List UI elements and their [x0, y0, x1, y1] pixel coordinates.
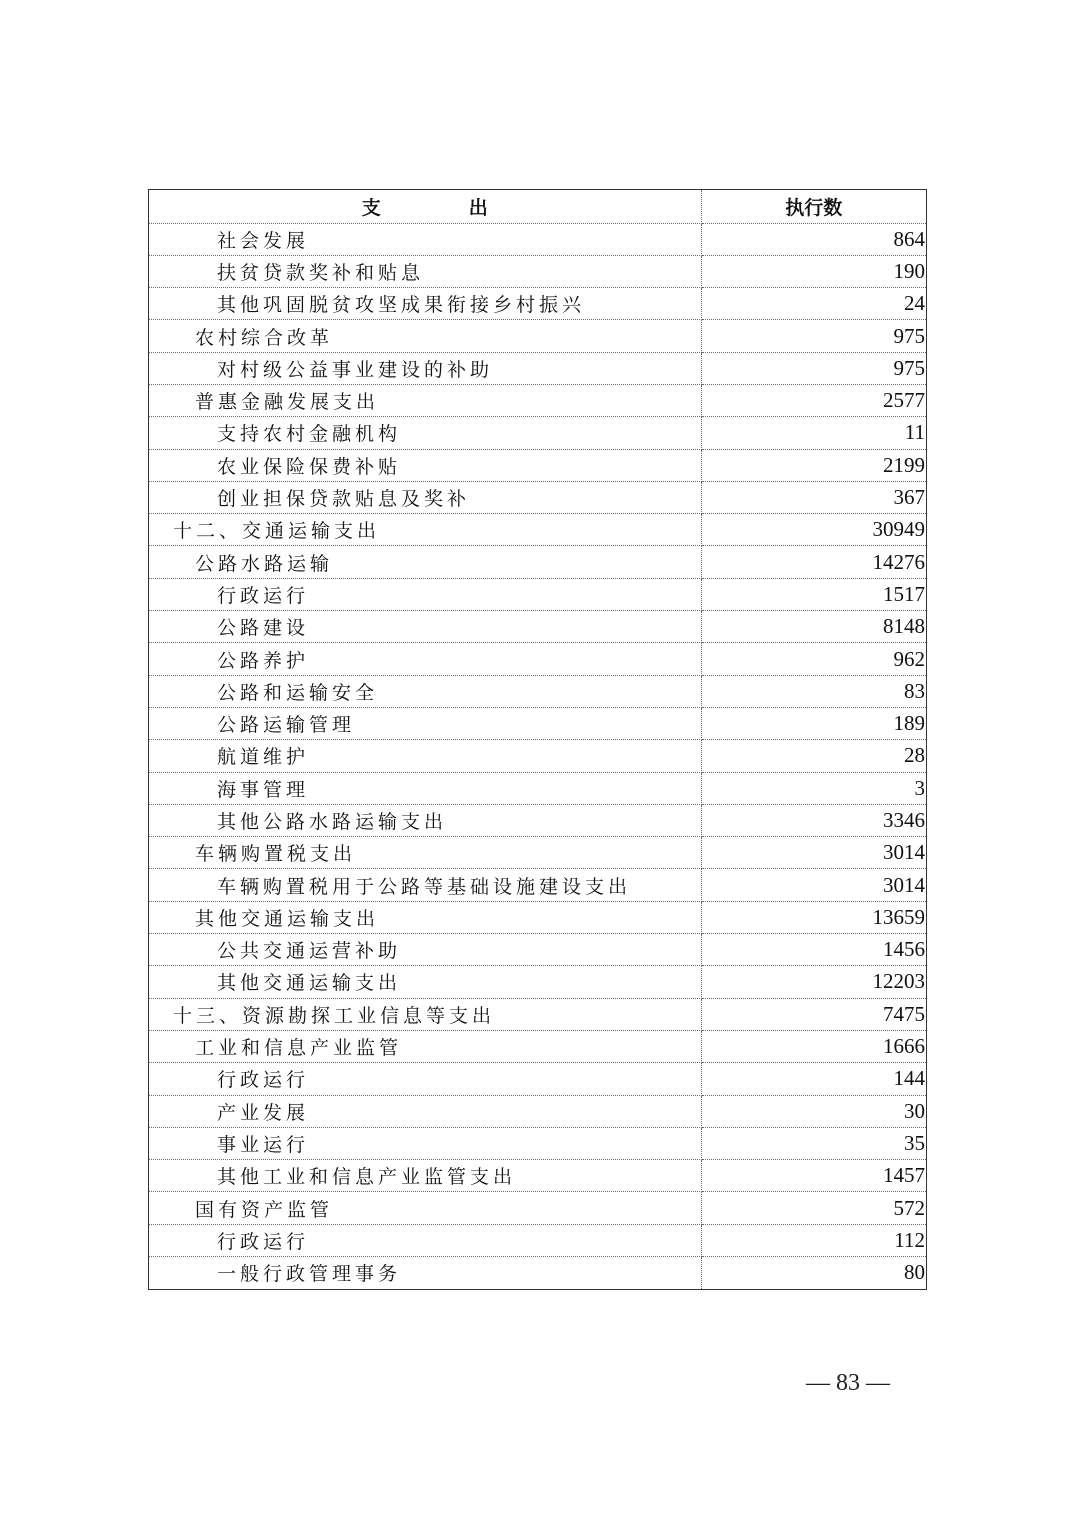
- row-label: 一般行政管理事务: [149, 1257, 701, 1289]
- table-row: [149, 320, 926, 352]
- row-value: 83: [701, 675, 926, 707]
- header-executed-amount: 执行数: [701, 190, 926, 223]
- table-row: [149, 1224, 926, 1256]
- row-label: 支持农村金融机构: [149, 417, 701, 449]
- row-label: 其他巩固脱贫攻坚成果衔接乡村振兴: [149, 288, 701, 320]
- row-label: 其他交通运输支出: [149, 966, 701, 998]
- row-value: 1457: [701, 1160, 926, 1192]
- row-value: 1517: [701, 578, 926, 610]
- row-value: 189: [701, 707, 926, 739]
- row-label: 公路水路运输: [149, 546, 701, 578]
- row-value: 3014: [701, 837, 926, 869]
- row-label: 行政运行: [149, 578, 701, 610]
- table-row: [149, 223, 926, 255]
- row-value: 24: [701, 288, 926, 320]
- row-value: 35: [701, 1127, 926, 1159]
- table-header-row: [149, 190, 926, 223]
- row-value: 13659: [701, 901, 926, 933]
- row-label: 十二、交通运输支出: [149, 514, 701, 546]
- row-label: 国有资产监管: [149, 1192, 701, 1224]
- table-row: [149, 288, 926, 320]
- row-label: 车辆购置税支出: [149, 837, 701, 869]
- table-row: [149, 804, 926, 836]
- row-value: 30: [701, 1095, 926, 1127]
- row-value: 1666: [701, 1030, 926, 1062]
- table-row: [149, 869, 926, 901]
- table-row: [149, 934, 926, 966]
- row-value: 30949: [701, 514, 926, 546]
- header-expenditure: [149, 190, 701, 223]
- table-row: [149, 643, 926, 675]
- row-label: 航道维护: [149, 740, 701, 772]
- table-row: [149, 546, 926, 578]
- table-row: [149, 1257, 926, 1289]
- row-label: 普惠金融发展支出: [149, 384, 701, 416]
- table-row: [149, 707, 926, 739]
- row-value: 962: [701, 643, 926, 675]
- row-label: 其他交通运输支出: [149, 901, 701, 933]
- row-value: 8148: [701, 611, 926, 643]
- expenditure-table-frame: [148, 189, 927, 1290]
- row-label: 农业保险保费补贴: [149, 449, 701, 481]
- row-value: 2199: [701, 449, 926, 481]
- row-value: 3: [701, 772, 926, 804]
- row-value: 14276: [701, 546, 926, 578]
- row-label: 对村级公益事业建设的补助: [149, 352, 701, 384]
- table-row: [149, 255, 926, 287]
- expenditure-table: [149, 190, 926, 1289]
- header-expenditure-part1: 支: [361, 196, 381, 219]
- table-row: [149, 1127, 926, 1159]
- row-value: 7475: [701, 998, 926, 1030]
- table-row: [149, 901, 926, 933]
- table-row: [149, 998, 926, 1030]
- row-label: 行政运行: [149, 1063, 701, 1095]
- row-value: 144: [701, 1063, 926, 1095]
- row-label: 农村综合改革: [149, 320, 701, 352]
- row-value: 572: [701, 1192, 926, 1224]
- table-row: [149, 1192, 926, 1224]
- table-row: [149, 352, 926, 384]
- row-label: 十三、资源勘探工业信息等支出: [149, 998, 701, 1030]
- table-row: [149, 1160, 926, 1192]
- row-value: 975: [701, 320, 926, 352]
- table-row: [149, 772, 926, 804]
- row-label: 车辆购置税用于公路等基础设施建设支出: [149, 869, 701, 901]
- table-row: [149, 417, 926, 449]
- table-row: [149, 1063, 926, 1095]
- row-label: 产业发展: [149, 1095, 701, 1127]
- row-label: 扶贫贷款奖补和贴息: [149, 255, 701, 287]
- row-value: 2577: [701, 384, 926, 416]
- table-row: [149, 1030, 926, 1062]
- table-row: [149, 514, 926, 546]
- row-label: 公路建设: [149, 611, 701, 643]
- row-label: 海事管理: [149, 772, 701, 804]
- table-row: [149, 740, 926, 772]
- table-row: [149, 837, 926, 869]
- header-expenditure-part2: 出: [468, 196, 488, 219]
- row-label: 公路养护: [149, 643, 701, 675]
- row-value: 3014: [701, 869, 926, 901]
- row-label: 公共交通运营补助: [149, 934, 701, 966]
- table-body: [149, 223, 926, 1289]
- row-value: 864: [701, 223, 926, 255]
- page-number: — 83 —: [806, 1370, 890, 1396]
- row-value: 80: [904, 1260, 925, 1285]
- row-label: 事业运行: [149, 1127, 701, 1159]
- table-row: [149, 611, 926, 643]
- row-label: 工业和信息产业监管: [149, 1030, 701, 1062]
- row-label: 其他公路水路运输支出: [149, 804, 701, 836]
- row-value: 367: [701, 481, 926, 513]
- row-label: 行政运行: [149, 1224, 701, 1256]
- row-value: 12203: [701, 966, 926, 998]
- row-label: 其他工业和信息产业监管支出: [149, 1160, 701, 1192]
- row-value: 11: [701, 417, 926, 449]
- row-value: 112: [701, 1224, 926, 1256]
- row-value: 28: [701, 740, 926, 772]
- table-row: [149, 481, 926, 513]
- row-value: 1456: [701, 934, 926, 966]
- row-label: 公路运输管理: [149, 707, 701, 739]
- table-row: [149, 449, 926, 481]
- row-label: 创业担保贷款贴息及奖补: [149, 481, 701, 513]
- row-value: 190: [701, 255, 926, 287]
- table-row: [149, 675, 926, 707]
- row-value: 3346: [701, 804, 926, 836]
- row-label: 公路和运输安全: [149, 675, 701, 707]
- table-row: [149, 966, 926, 998]
- table-row: [149, 384, 926, 416]
- row-label: 社会发展: [149, 223, 701, 255]
- row-value: 975: [701, 352, 926, 384]
- table-row: [149, 1095, 926, 1127]
- table-row: [149, 578, 926, 610]
